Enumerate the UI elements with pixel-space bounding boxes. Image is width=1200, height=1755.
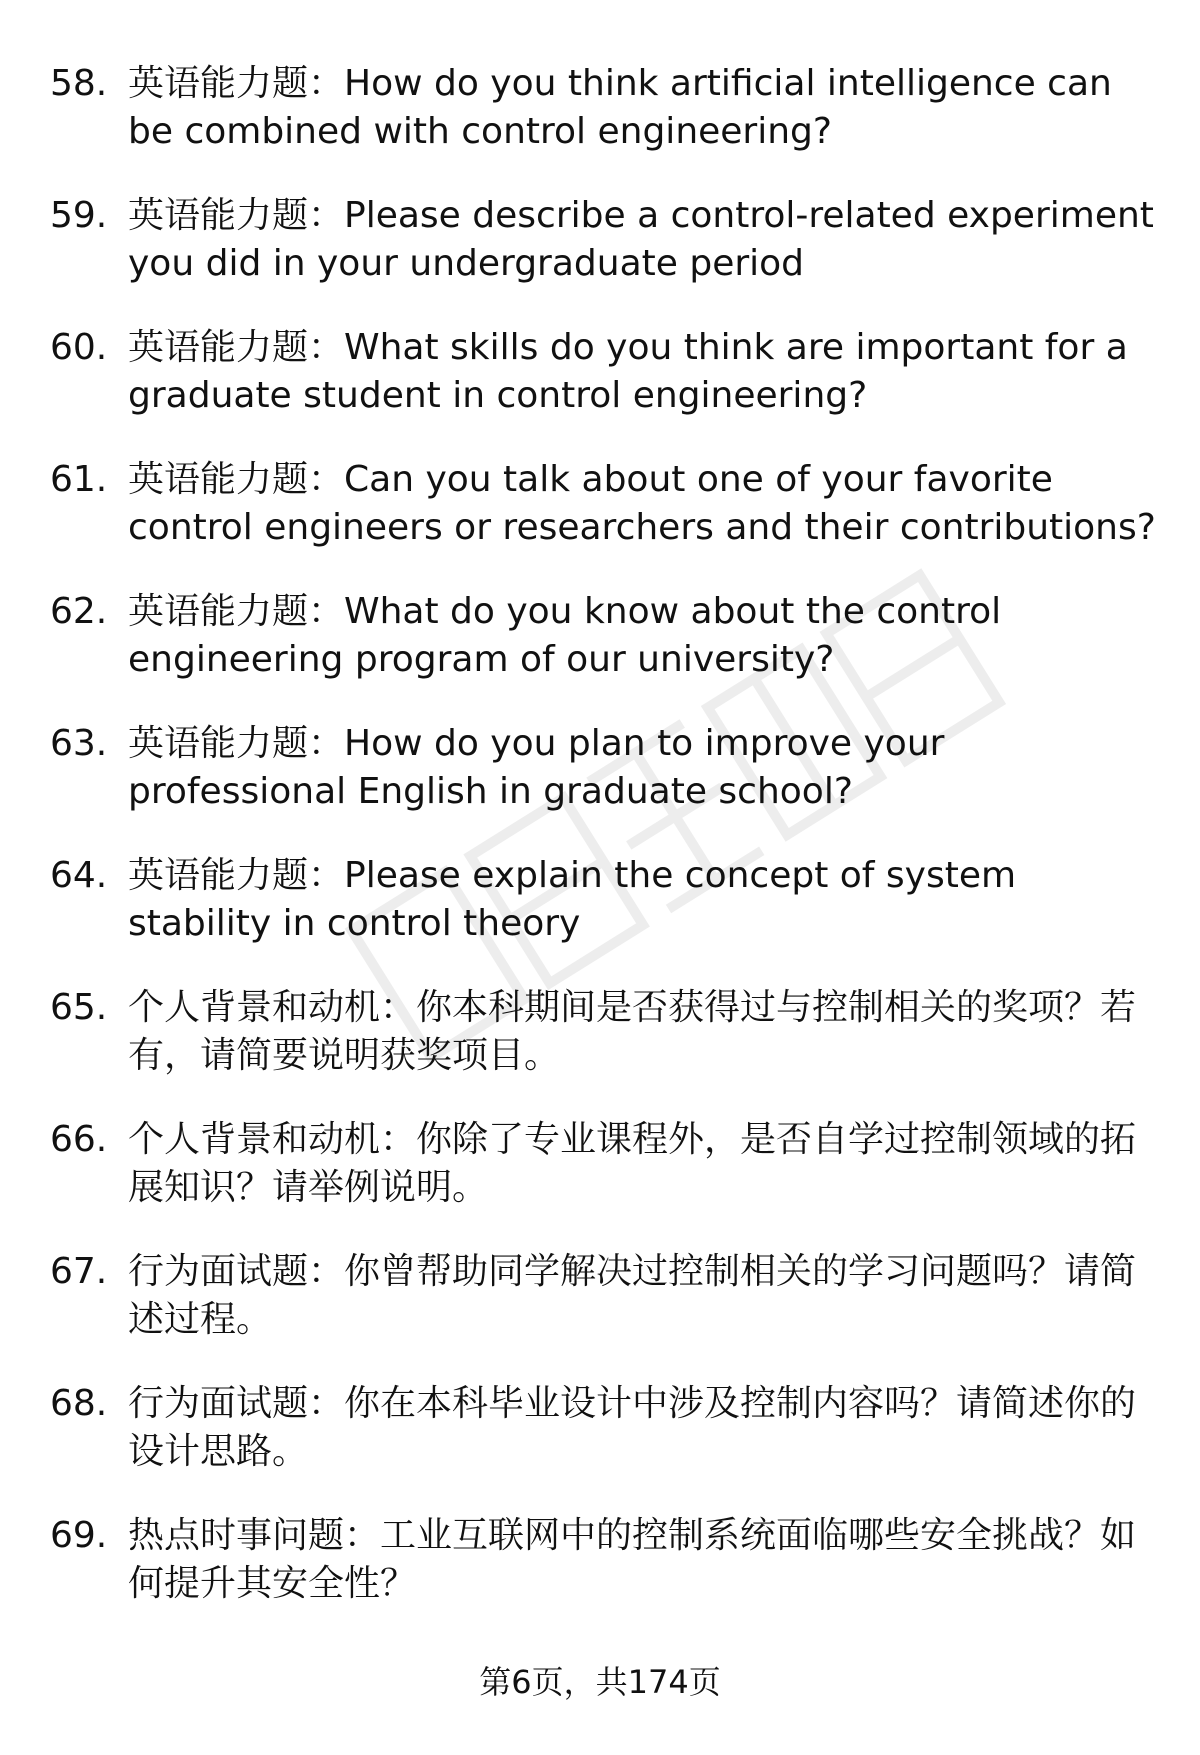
question-text: 个人背景和动机：你本科期间是否获得过与控制相关的奖项？若有，请简要说明获奖项目。 xyxy=(128,987,1137,1076)
page-footer xyxy=(0,1662,1200,1702)
question-text: 行为面试题：你曾帮助同学解决过控制相关的学习问题吗？请简述过程。 xyxy=(128,1251,1137,1340)
question-number: 61. xyxy=(50,459,108,500)
question-text: 英语能力题：How do you plan to improve your professional English in graduate school? xyxy=(128,723,945,812)
question-number: 62. xyxy=(50,591,108,632)
list-item xyxy=(50,1380,1160,1512)
question-text: 英语能力题：How do you think artificial intelligence can be combined with control engineering? xyxy=(128,63,1112,152)
page-number-label: 第6页，共174页 xyxy=(479,1663,721,1701)
question-text: 热点时事问题：工业互联网中的控制系统面临哪些安全挑战？如何提升其安全性？ xyxy=(128,1515,1137,1604)
list-item xyxy=(50,720,1160,852)
question-number: 64. xyxy=(50,855,108,896)
list-item xyxy=(50,456,1160,588)
list-item xyxy=(50,588,1160,720)
question-text: 英语能力题：Can you talk about one of your favorite control engineers or researchers and their contributions? xyxy=(128,459,1156,548)
question-number: 58. xyxy=(50,63,108,104)
list-item xyxy=(50,984,1160,1116)
question-number: 63. xyxy=(50,723,108,764)
list-item xyxy=(50,324,1160,456)
question-text: 行为面试题：你在本科毕业设计中涉及控制内容吗？请简述你的设计思路。 xyxy=(128,1383,1137,1472)
list-item xyxy=(50,852,1160,984)
question-number: 67. xyxy=(50,1251,108,1292)
question-number: 68. xyxy=(50,1383,108,1424)
list-item xyxy=(50,1512,1160,1644)
question-text: 英语能力题：What do you know about the control engineering program of our university? xyxy=(128,591,1002,680)
question-number: 59. xyxy=(50,195,108,236)
question-text: 英语能力题：Please explain the concept of system stability in control theory xyxy=(128,855,1017,944)
question-text: 英语能力题：Please describe a control-related experiment you did in your undergraduate period xyxy=(128,195,1154,284)
question-number: 60. xyxy=(50,327,108,368)
list-item xyxy=(50,192,1160,324)
question-text: 英语能力题：What skills do you think are important for a graduate student in control engineering? xyxy=(128,327,1128,416)
list-item xyxy=(50,1116,1160,1248)
question-number: 65. xyxy=(50,987,108,1028)
question-text: 个人背景和动机：你除了专业课程外，是否自学过控制领域的拓展知识？请举例说明。 xyxy=(128,1119,1137,1208)
question-number: 69. xyxy=(50,1515,108,1556)
list-item xyxy=(50,60,1160,192)
question-number: 66. xyxy=(50,1119,108,1160)
list-item xyxy=(50,1248,1160,1380)
question-list xyxy=(50,60,1160,1644)
